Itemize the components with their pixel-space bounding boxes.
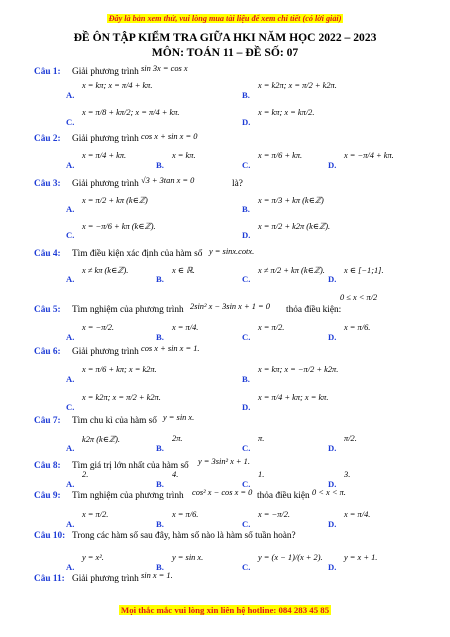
option-value: x = π/8 + kπ/2; x = π/4 + kπ.	[82, 108, 180, 117]
option-value: x = kπ.	[172, 151, 196, 160]
question-5: Câu 5: Tìm nghiệm của phương trình	[34, 305, 184, 315]
option-value: x = kπ; x = −π/2 + k2π.	[258, 365, 339, 374]
question-8: Câu 8: Tìm giá trị lớn nhất của hàm số	[34, 461, 189, 471]
option-letter: A.	[66, 204, 75, 214]
option-letter: D.	[328, 479, 337, 489]
option-value: x = −π/2.	[82, 323, 115, 332]
option-letter: B.	[156, 519, 164, 529]
option-value: x ∈ ℝ.	[172, 266, 195, 275]
question-1: Câu 1: Giải phương trình	[34, 67, 139, 77]
option-value: x = π/6.	[172, 510, 199, 519]
option-value: x = π/4.	[344, 510, 371, 519]
question-10: Câu 10: Trong các hàm số sau đây, hàm số nào là hàm số tuần hoàn?	[34, 531, 296, 541]
option-letter: B.	[156, 443, 164, 453]
option-letter: C.	[242, 443, 251, 453]
option-letter: C.	[242, 332, 251, 342]
option-letter: A.	[66, 479, 75, 489]
option-letter: D.	[242, 402, 251, 412]
option-value: 1.	[258, 470, 265, 479]
option-value: x = −π/2.	[258, 510, 291, 519]
question-3: Câu 3: Giải phương trình	[34, 179, 139, 189]
option-letter: A.	[66, 443, 75, 453]
question-7-math: y = sin x.	[163, 413, 195, 422]
option-value: 2π.	[172, 434, 183, 443]
option-letter: B.	[242, 90, 250, 100]
option-letter: D.	[328, 160, 337, 170]
option-letter: B.	[156, 160, 164, 170]
option-value: x ∈ [−1;1].	[344, 266, 384, 275]
option-letter: A.	[66, 519, 75, 529]
question-2-math: cos x + sin x = 0	[141, 132, 198, 141]
question-6-math: cos x + sin x = 1.	[141, 344, 200, 353]
question-3-math: √3 + 3tan x = 0	[141, 176, 195, 185]
question-3-tail: là?	[232, 179, 243, 189]
option-value: x = π/3 + kπ (k∈ℤ)	[258, 196, 324, 205]
question-6: Câu 6: Giải phương trình	[34, 347, 139, 357]
question-4-math: y = sinx.cotx.	[209, 247, 255, 256]
option-letter: A.	[66, 160, 75, 170]
option-letter: B.	[242, 204, 250, 214]
option-value: x ≠ π/2 + kπ (k∈ℤ).	[258, 266, 325, 275]
option-value: x = −π/4 + kπ.	[344, 151, 394, 160]
option-value: 4.	[172, 470, 179, 479]
option-letter: C.	[242, 479, 251, 489]
option-value: x = k2π; x = π/2 + k2π.	[82, 393, 161, 402]
option-letter: C.	[242, 562, 251, 572]
question-11: Câu 11: Giải phương trình	[34, 574, 139, 584]
exam-title: ĐỀ ÔN TẬP KIỂM TRA GIỮA HKI NĂM HỌC 2022 – 2023	[73, 31, 377, 44]
hotline-footer: Mọi thắc mắc vui lòng xin liên hệ hotline: 084 283 45 85	[120, 605, 330, 615]
option-value: y = (x − 1)/(x + 2).	[258, 553, 323, 562]
option-value: k2π (k∈ℤ).	[82, 435, 121, 444]
option-letter: B.	[156, 274, 164, 284]
option-value: y = x².	[82, 553, 104, 562]
question-9: Câu 9: Tìm nghiệm của phương trình	[34, 491, 184, 501]
option-letter: C.	[242, 160, 251, 170]
exam-subtitle: MÔN: TOÁN 11 – ĐỀ SỐ: 07	[151, 46, 299, 59]
question-5-math: 2sin² x − 3sin x + 1 = 0	[190, 302, 270, 311]
option-letter: A.	[66, 562, 75, 572]
option-value: y = sin x.	[172, 553, 204, 562]
option-letter: D.	[328, 519, 337, 529]
option-value: x = π/2 + kπ (k∈ℤ)	[82, 196, 148, 205]
option-letter: D.	[328, 274, 337, 284]
option-value: x = π/4 + kπ; x = kπ.	[258, 393, 329, 402]
option-value: x = k2π; x = π/2 + k2π.	[258, 81, 337, 90]
option-letter: D.	[328, 443, 337, 453]
option-letter: C.	[66, 117, 75, 127]
option-value: x = π/6.	[344, 323, 371, 332]
option-value: y = x + 1.	[344, 553, 378, 562]
option-value: x = π/6 + kπ; x = k2π.	[82, 365, 157, 374]
option-value: x = kπ; x = π/4 + kπ.	[82, 81, 153, 90]
option-value: π/2.	[344, 434, 357, 443]
question-4: Câu 4: Tìm điều kiện xác định của hàm số	[34, 249, 203, 259]
option-value: 3.	[344, 470, 351, 479]
option-letter: D.	[242, 117, 251, 127]
option-value: x = π/6 + kπ.	[258, 151, 303, 160]
option-letter: A.	[66, 374, 75, 384]
question-9-math: cos² x − cos x = 0	[192, 488, 253, 497]
option-letter: C.	[242, 519, 251, 529]
question-7: Câu 7: Tìm chu kì của hàm số	[34, 416, 157, 426]
question-9-condition: 0 < x < π.	[312, 488, 346, 497]
option-letter: C.	[242, 274, 251, 284]
option-value: x ≠ kπ (k∈ℤ).	[82, 266, 129, 275]
option-value: x = π/2.	[258, 323, 285, 332]
option-letter: B.	[156, 332, 164, 342]
option-letter: B.	[242, 374, 250, 384]
option-letter: C.	[66, 402, 75, 412]
option-letter: A.	[66, 274, 75, 284]
question-11-math: sin x = 1.	[141, 571, 173, 580]
option-value: 2.	[82, 470, 89, 479]
preview-banner: Đây là bản xem thử, vui lòng mua tài liệu để xem chi tiết (có lời giải)	[108, 14, 342, 23]
option-letter: D.	[242, 230, 251, 240]
option-letter: B.	[156, 479, 164, 489]
option-value: x = π/2 + k2π (k∈ℤ).	[258, 222, 331, 231]
option-value: x = π/4.	[172, 323, 199, 332]
option-value: x = π/4 + kπ.	[82, 151, 127, 160]
option-value: π.	[258, 434, 265, 443]
question-9-tail: thỏa điều kiện	[257, 491, 310, 501]
question-2: Câu 2: Giải phương trình	[34, 134, 139, 144]
option-value: x = kπ; x = kπ/2.	[258, 108, 315, 117]
option-value: x = π/2.	[82, 510, 109, 519]
option-value: x = −π/6 + kπ (k∈ℤ).	[82, 222, 156, 231]
option-letter: B.	[156, 562, 164, 572]
option-letter: A.	[66, 332, 75, 342]
question-1-math: sin 3x = cos x	[141, 64, 188, 73]
option-letter: D.	[328, 332, 337, 342]
option-letter: D.	[328, 562, 337, 572]
question-5-condition: 0 ≤ x < π/2	[340, 293, 378, 302]
option-letter: A.	[66, 90, 75, 100]
question-5-tail: thỏa điều kiện:	[286, 305, 342, 315]
option-letter: C.	[66, 230, 75, 240]
question-8-math: y = 3sin² x + 1.	[198, 457, 250, 466]
